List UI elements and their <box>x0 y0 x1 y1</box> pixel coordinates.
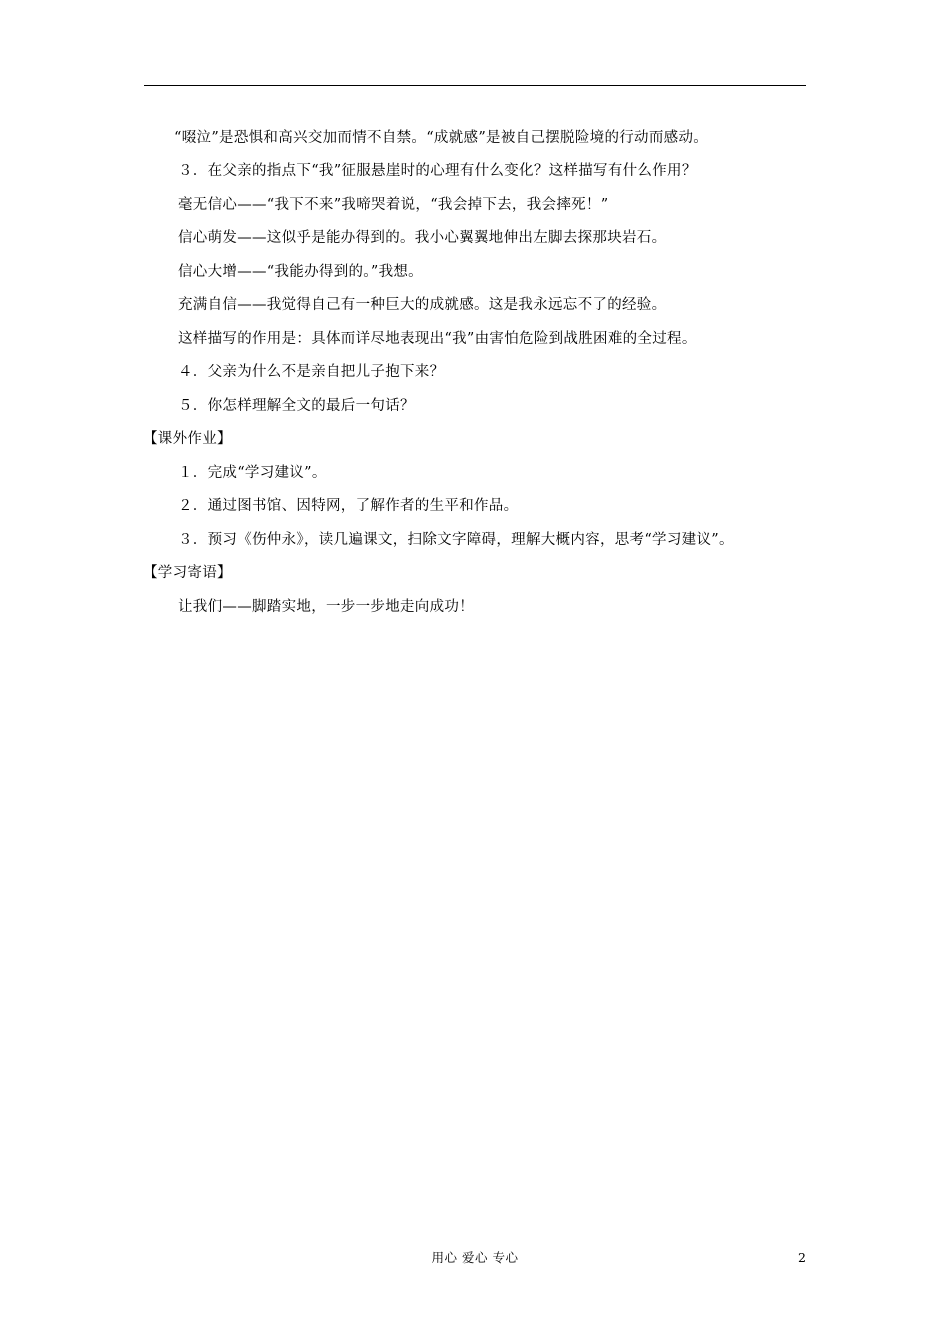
page-number: 2 <box>798 1250 806 1265</box>
paragraph-line: 这样描写的作用是：具体而详尽地表现出“我”由害怕危险到战胜困难的全过程。 <box>178 331 697 347</box>
question-line: ５．你怎样理解全文的最后一句话？ <box>178 398 415 414</box>
footer-motto: 用心 爱心 专心 <box>431 1250 519 1265</box>
paragraph-line: 毫无信心——“我下不来”我啼哭着说，“我会掉下去，我会摔死！” <box>178 197 609 213</box>
list-item: １．完成“学习建议”。 <box>178 465 327 481</box>
paragraph-line: 充满自信——我觉得自己有一种巨大的成就感。这是我永远忘不了的经验。 <box>178 297 667 313</box>
paragraph-line: “啜泣”是恐惧和高兴交加而情不自禁。“成就感”是被自己摆脱险境的行动而感动。 <box>174 130 709 146</box>
question-line: ４．父亲为什么不是亲自把儿子抱下来？ <box>178 364 445 380</box>
question-line: ３．在父亲的指点下“我”征服悬崖时的心理有什么变化？这样描写有什么作用？ <box>178 163 697 179</box>
list-item: ３．预习《伤仲永》，读几遍课文，扫除文字障碍，理解大概内容，思考“学习建议”。 <box>178 532 734 548</box>
paragraph-line: 信心大增——“我能办得到的。”我想。 <box>178 264 423 280</box>
section-heading: 【课外作业】 <box>143 431 232 447</box>
paragraph-line: 信心萌发——这似乎是能办得到的。我小心翼翼地伸出左脚去探那块岩石。 <box>178 230 667 246</box>
header-rule <box>144 85 806 86</box>
paragraph-line: 让我们——脚踏实地，一步一步地走向成功！ <box>178 599 474 615</box>
list-item: ２．通过图书馆、因特网，了解作者的生平和作品。 <box>178 498 519 514</box>
section-heading: 【学习寄语】 <box>143 565 232 581</box>
